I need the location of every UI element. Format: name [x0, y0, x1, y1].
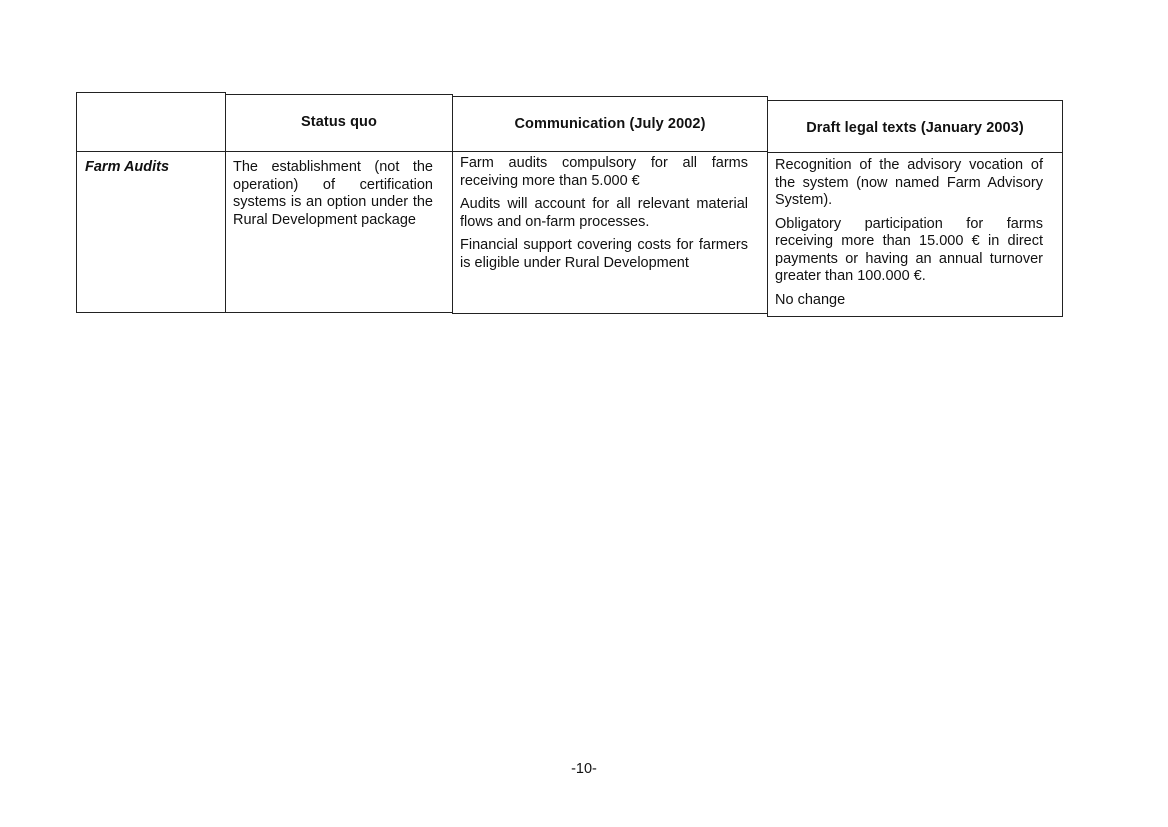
communication-paragraph-2: Audits will account for all relevant material flows and on-farm processes.: [460, 196, 748, 230]
communication-cell: [452, 151, 768, 314]
communication-paragraph-3: Financial support covering costs for farmers is eligible under Rural Development: [460, 237, 748, 271]
communication-paragraph-1: Farm audits compulsory for all farms receiving more than 5.000 €: [460, 155, 748, 189]
page-number: -10-: [571, 761, 597, 777]
draft-paragraph-3: No change: [775, 291, 846, 308]
status-quo-cell: [225, 151, 453, 313]
header-cell-communication: [452, 96, 768, 152]
header-draft: Draft legal texts (January 2003): [806, 120, 1024, 136]
status-quo-paragraph: The establishment (not the operation) of certification systems is an option under the Rural Development package: [233, 159, 433, 228]
draft-paragraph-2: Obligatory participation for farms receiving more than 15.000 € in direct payments or having an annual turnover greater than 100.000 €.: [775, 215, 1043, 284]
draft-cell: [767, 152, 1063, 317]
header-cell-draft: [767, 100, 1063, 153]
header-status-quo: Status quo: [301, 114, 377, 130]
row-label-cell: [76, 151, 226, 313]
header-cell-status-quo: [225, 94, 453, 152]
draft-paragraph-1: Recognition of the advisory vocation of the system (now named Farm Advisory System).: [775, 157, 1043, 208]
header-cell-blank: [76, 92, 226, 152]
header-communication: Communication (July 2002): [514, 116, 706, 132]
row-label-farm-audits: Farm Audits: [85, 159, 170, 175]
